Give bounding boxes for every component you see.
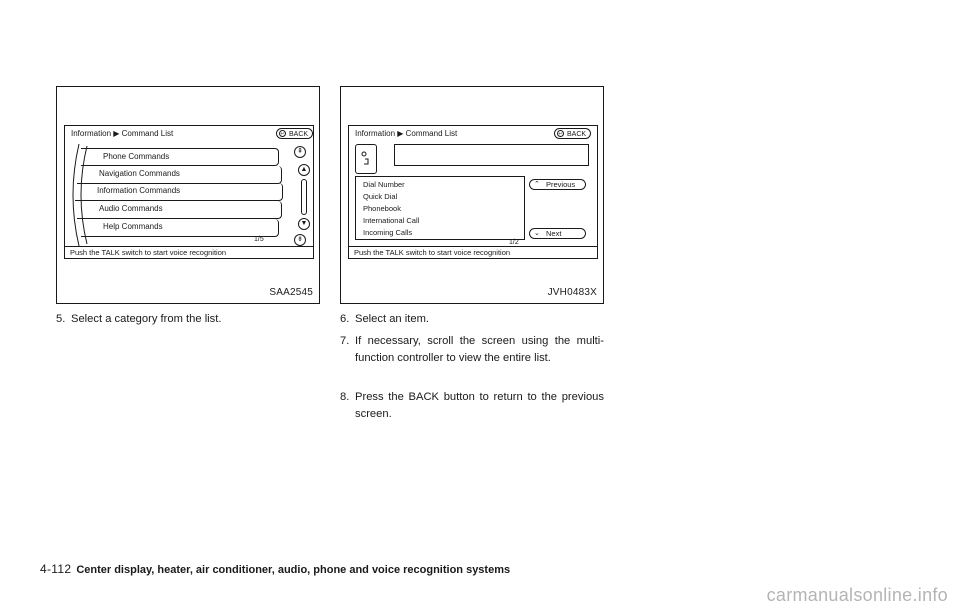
step-text: Select an item. (355, 313, 429, 325)
list-item-phonebook[interactable]: Phonebook (363, 204, 401, 213)
step-number: 7. (340, 335, 350, 347)
list-item-information-commands[interactable]: Information Commands (75, 183, 283, 201)
scroll-up-icon[interactable]: ▲ (298, 164, 310, 176)
previous-arrow-icon: ⌃ (534, 181, 540, 188)
status-bar: Push the TALK switch to start voice recognition (349, 246, 597, 258)
step-text: Select a category from the list. (71, 313, 222, 325)
scroll-down-icon[interactable]: ▼ (298, 218, 310, 230)
step-number: 5. (56, 313, 66, 325)
step-text: If necessary, scroll the screen using the multi-function controller to view the entire list. (355, 335, 604, 364)
list-item-international-call[interactable]: International Call (363, 216, 420, 225)
list-item-audio-commands[interactable]: Audio Commands (77, 201, 282, 219)
watermark[interactable]: carmanualsonline.info (766, 585, 948, 605)
next-button[interactable]: ⌄ Next (529, 228, 586, 239)
page-indicator: 1/2 (509, 239, 519, 246)
step-number: 8. (340, 391, 350, 403)
figure-code: SAA2545 (269, 287, 313, 298)
list-item-navigation-commands[interactable]: Navigation Commands (77, 166, 282, 184)
screen-title: Information ▶ Command List (355, 129, 458, 138)
back-label: BACK (289, 131, 309, 138)
step-6 (340, 311, 604, 328)
page-indicator: 1/5 (254, 236, 264, 243)
back-arrow-icon: ↩ (558, 131, 563, 137)
figure-right (340, 86, 604, 304)
back-label: BACK (567, 131, 587, 138)
back-arrow-icon: ↩ (280, 131, 285, 137)
figure-left (56, 86, 320, 304)
scroll-top-icon[interactable]: ⇞ (294, 146, 306, 158)
screen-command-list (348, 125, 598, 259)
next-arrow-icon: ⌄ (534, 230, 540, 237)
scrollbar-track[interactable] (301, 179, 307, 215)
back-button[interactable] (276, 128, 313, 139)
list-item-help-commands[interactable]: Help Commands (81, 219, 279, 237)
screen-command-list (64, 125, 314, 259)
scroll-bottom-icon[interactable]: ⇟ (294, 234, 306, 246)
step-text: Press the BACK button to return to the previous screen. (355, 391, 604, 420)
step-number: 6. (340, 313, 350, 325)
previous-button[interactable]: ⌃ Previous (529, 179, 586, 190)
page-footer (40, 560, 510, 578)
step-8 (340, 389, 604, 423)
microphone-icon (356, 145, 376, 173)
recognized-text-field (394, 144, 589, 166)
list-item-dial-number[interactable]: Dial Number (363, 180, 405, 189)
voice-icon-box (355, 144, 377, 174)
page-number: 4-112 (40, 562, 72, 576)
figure-code: JVH0483X (547, 287, 597, 298)
status-bar: Push the TALK switch to start voice recognition (65, 246, 313, 258)
back-button[interactable] (554, 128, 591, 139)
list-item-quick-dial[interactable]: Quick Dial (363, 192, 398, 201)
list-item-phone-commands[interactable]: Phone Commands (81, 148, 279, 166)
step-7 (340, 333, 604, 367)
step-5 (56, 311, 320, 328)
screen-title: Information ▶ Command List (71, 129, 174, 138)
chapter-title: Center display, heater, air conditioner, audio, phone and voice recognition systems (76, 564, 511, 576)
list-item-incoming-calls[interactable]: Incoming Calls (363, 228, 413, 237)
